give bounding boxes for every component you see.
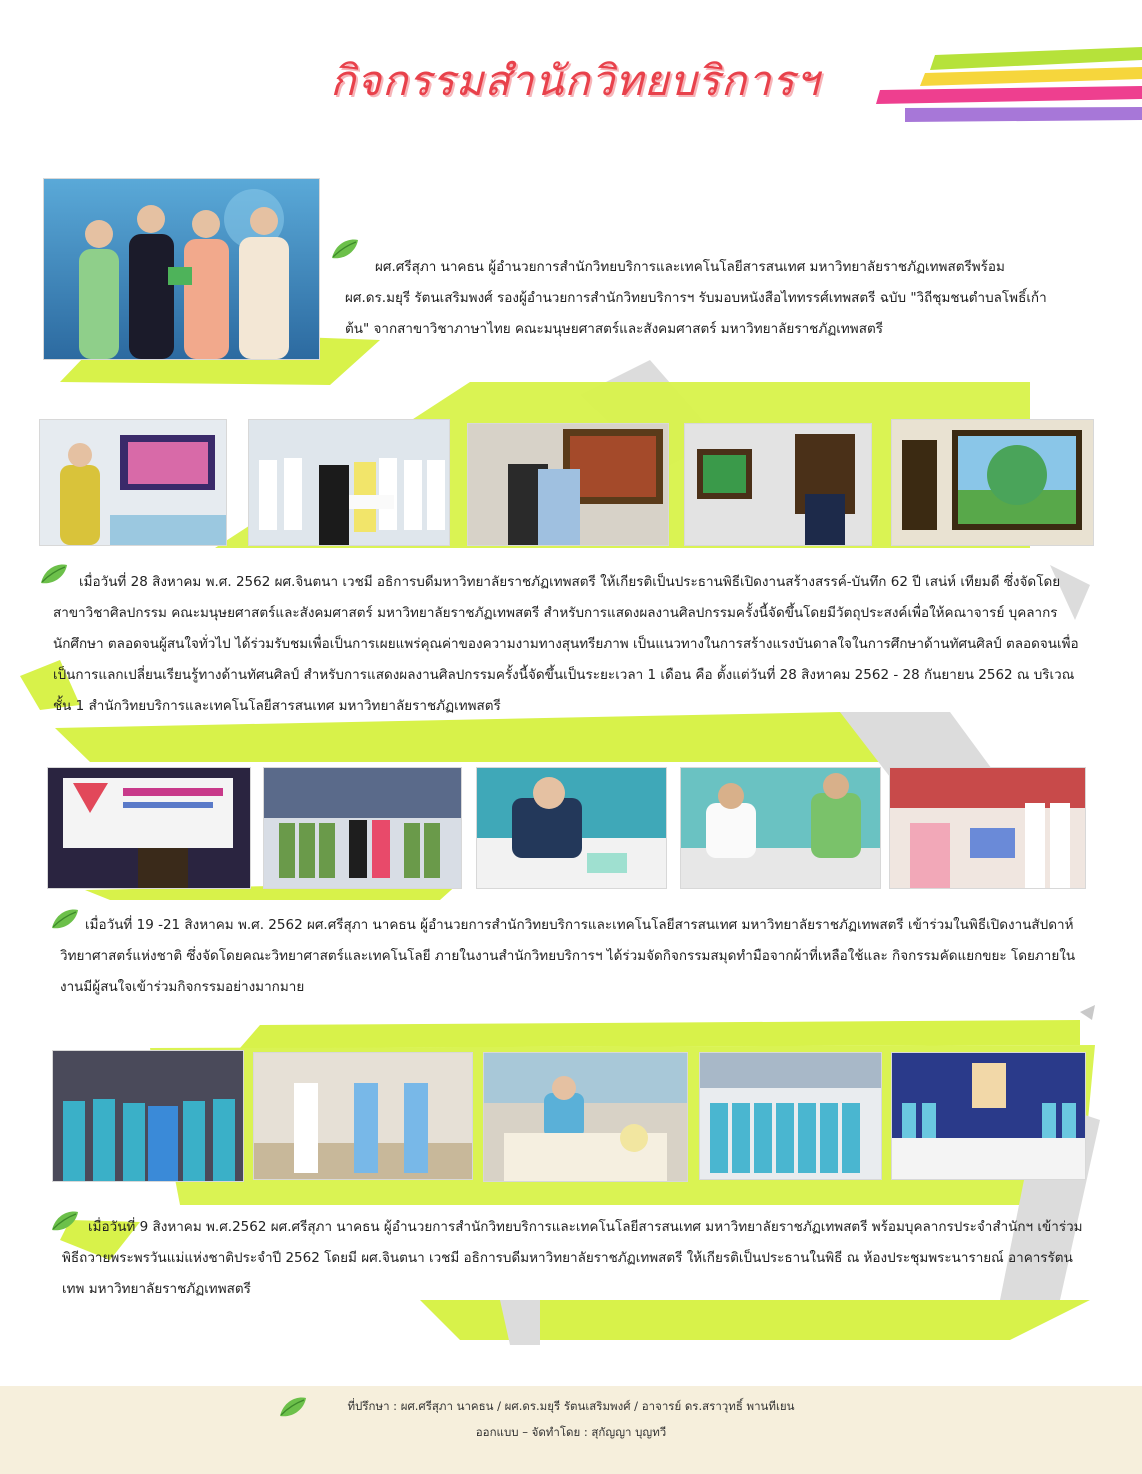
footer-design-credit: ออกแบบ – จัดทำโดย : สุกัญญา บุญทวี [475,1425,667,1439]
footer [0,1386,1142,1474]
photo-mothers-day-2 [253,1052,473,1180]
page-title: กิจกรรมสำนักวิทยบริการฯ [330,56,820,105]
photo-mothers-day-signing [483,1052,688,1182]
photo-art-viewing-2 [684,423,872,546]
photo-handmade-notebook [476,767,667,889]
photo-waste-sorting [889,767,1086,889]
photo-science-week-stage [47,767,251,889]
photo-students-activity [680,767,881,889]
footer-advisors: ที่ปรึกษา : ผศ.ศรีสุภา นาคธน / ผศ.ดร.มยุรี รัตนเสริมพงศ์ / อาจารย์ ดร.สราวุทธิ์ พานทีเยน [347,1399,795,1413]
photo-art-viewing-1 [467,423,669,546]
photo-mothers-day-ceremony [891,1052,1086,1180]
photo-science-week-group [263,767,462,889]
section-2-text: เมื่อวันที่ 28 สิงหาคม พ.ศ. 2562 ผศ.จินตนา เวชมี อธิการบดีมหาวิทยาลัยราชภัฏเทพสตรี ให้เกียรติเป็นประธานพิธีเปิดงานสร้างสรรค์-บันทึก 62 ปี เสน่ห์ เทียมดี ซึ่งจัดโดยสาขาวิชาศิลปกรรม คณะมนุษยศาสตร์และสังคมศาสตร์ มหาวิทยาลัยราชภัฏเทพสตรี สำหรับการแสดงผลงานศิลปกรรมครั้งนี้จัดขึ้นโดยมีวัตถุประสงค์เพื่อให้คณาจารย์ บุคลากร นักศึกษา ตลอดจนผู้สนใจทั่วไป ได้ร่วมรับชมเพื่อเป็นการเผยแพร่คุณค่าของความงามทางสุนทรียภาพ เป็นแนวทางในการสร้างแรงบันดาลใจในการศึกษาด้านทัศนศิลป์ ตลอดจนเพื่อเป็นการแลกเปลี่ยนเรียนรู้ทางด้านทัศนศิลป์ สำหรับการแสดงผลงานศิลปกรรมครั้งนี้จัดขึ้นเป็นระยะเวลา 1 เดือน คือ ตั้งแต่วันที่ 28 สิงหาคม 2562 - 28 กันยายน 2562 ณ บริเวณชั้น 1 สำนักวิทยบริการและเทคโนโลยีสารสนเทศ มหาวิทยาลัยราชภัฏเทพสตรี [53,574,1079,714]
photo-art-group [248,419,450,546]
photo-art-opening-speech [39,419,227,546]
photo-mothers-day-group [699,1052,882,1180]
photo-book-handover [43,178,320,360]
section-4-text: เมื่อวันที่ 9 สิงหาคม พ.ศ.2562 ผศ.ศรีสุภา นาคธน ผู้อำนวยการสำนักวิทยบริการและเทคโนโลยีสารสนเทศ มหาวิทยาลัยราชภัฏเทพสตรี พร้อมบุคลากรประจำสำนักฯ เข้าร่วมพิธีถวายพระพรวันแม่แห่งชาติประจำปี 2562 โดยมี ผศ.จินตนา เวชมี อธิการบดีมหาวิทยาลัยราชภัฏเทพสตรี ให้เกียรติเป็นประธานในพิธี ณ ห้องประชุมพระนารายณ์ อาคารรัตนเทพ มหาวิทยาลัยราชภัฏเทพสตรี [62,1219,1083,1297]
photo-mothers-day-1 [52,1050,244,1182]
section-1-text: ผศ.ศรีสุภา นาคธน ผู้อำนวยการสำนักวิทยบริการและเทคโนโลยีสารสนเทศ มหาวิทยาลัยราชภัฏเทพสตรีพร้อม ผศ.ดร.มยุรี รัตนเสริมพงศ์ รองผู้อำนวยการสำนักวิทยบริการฯ รับมอบหนังสือไททรรศ์เทพสตรี ฉบับ "วิถีชุมชนตำบลโพธิ์เก้าต้น" จากสาขาวิชาภาษาไทย คณะมนุษยศาสตร์และสังคมศาสตร์ มหาวิทยาลัยราชภัฏเทพสตรี [345,259,1047,337]
photo-art-painting-tree [891,419,1094,546]
section-3-text: เมื่อวันที่ 19 -21 สิงหาคม พ.ศ. 2562 ผศ.ศรีสุภา นาคธน ผู้อำนวยการสำนักวิทยบริการและเทคโนโลยีสารสนเทศ มหาวิทยาลัยราชภัฏเทพสตรี เข้าร่วมในพิธีเปิดงานสัปดาห์วิทยาศาสตร์แห่งชาติ ซึ่งจัดโดยคณะวิทยาศาสตร์และเทคโนโลยี ภายในงานสำนักวิทยบริการฯ ได้ร่วมจัดกิจกรรมสมุดทำมือจากผ้าที่เหลือใช้และ กิจกรรมคัดแยกขยะ โดยภายในงานมีผู้สนใจเข้าร่วมกิจกรรมอย่างมากมาย [60,917,1076,995]
